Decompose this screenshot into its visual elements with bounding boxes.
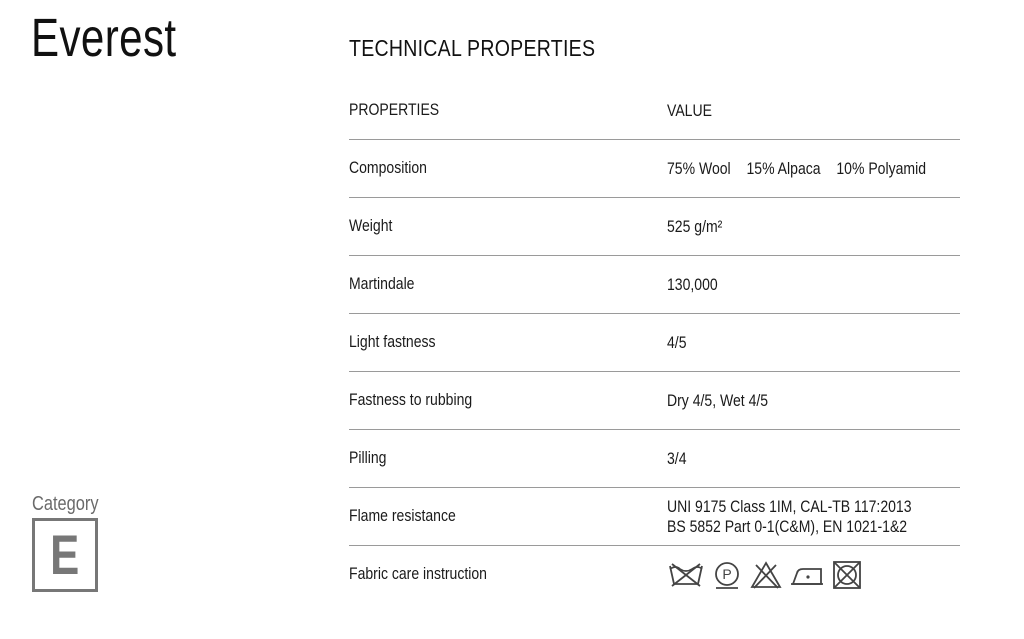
technical-properties-table (349, 82, 960, 603)
table-row-care (349, 546, 960, 603)
header-properties: PROPERTIES (349, 101, 440, 119)
property-label: Weight (349, 217, 393, 235)
section-title: TECHNICAL PROPERTIES (349, 35, 596, 61)
property-label: Flame resistance (349, 507, 456, 525)
property-label: Fastness to rubbing (349, 391, 473, 409)
flame-line-1: UNI 9175 Class 1IM, CAL-TB 117:2013 (667, 497, 912, 516)
property-label: Pilling (349, 449, 387, 467)
dry-clean-p-icon (711, 560, 743, 590)
composition-wool: 75% Wool (667, 159, 731, 178)
table-row-composition (349, 140, 960, 198)
property-value: 525 g/m² (667, 217, 723, 236)
low-iron-icon (789, 560, 825, 590)
property-value (667, 497, 912, 537)
do-not-wash-icon (667, 560, 705, 590)
table-row-flame-resistance (349, 488, 960, 546)
header-value: VALUE (667, 101, 712, 120)
property-label: Fabric care instruction (349, 565, 487, 583)
composition-polyamid: 10% Polyamid (836, 159, 927, 178)
property-value: 130,000 (667, 275, 718, 294)
category-label: Category (32, 493, 99, 515)
property-label: Martindale (349, 275, 415, 293)
property-value: 3/4 (667, 449, 687, 468)
property-value (667, 159, 938, 179)
property-label: Composition (349, 159, 427, 177)
table-row-weight (349, 198, 960, 256)
care-icons (667, 560, 863, 590)
do-not-bleach-icon (749, 560, 783, 590)
table-row-light-fastness (349, 314, 960, 372)
category-badge (32, 518, 98, 592)
do-not-tumble-dry-icon (831, 560, 863, 590)
composition-alpaca: 15% Alpaca (746, 159, 821, 178)
product-name: Everest (31, 8, 177, 68)
table-header-row (349, 82, 960, 140)
table-row-rubbing (349, 372, 960, 430)
svg-text:P: P (722, 565, 732, 582)
table-row-martindale (349, 256, 960, 314)
table-row-pilling (349, 430, 960, 488)
flame-line-2: BS 5852 Part 0-1(C&M), EN 1021-1&2 (667, 517, 908, 536)
property-value: 4/5 (667, 333, 687, 352)
property-value: Dry 4/5, Wet 4/5 (667, 391, 769, 410)
category-letter: E (50, 523, 80, 586)
property-label: Light fastness (349, 333, 436, 351)
